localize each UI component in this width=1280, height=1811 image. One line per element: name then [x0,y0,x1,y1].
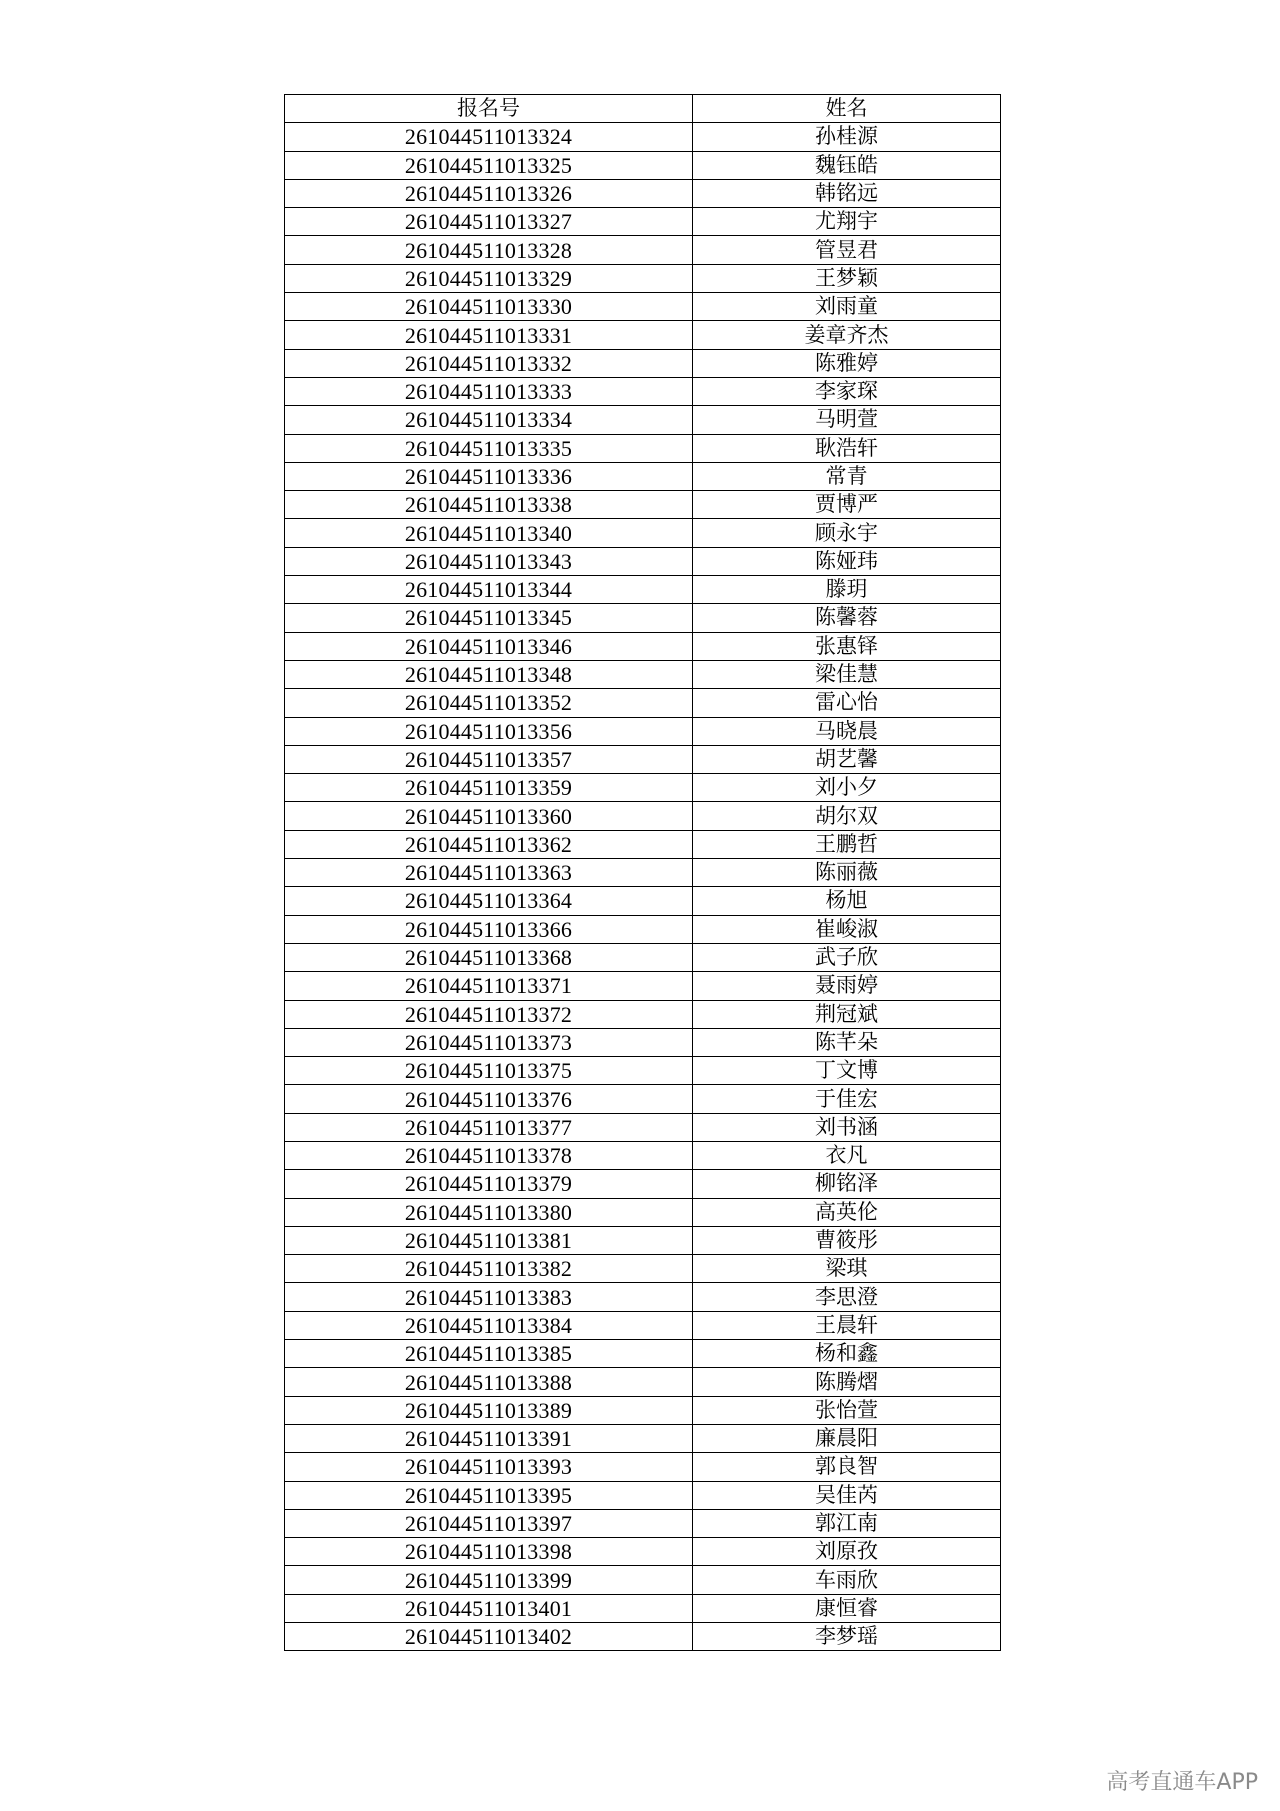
registration-number-cell: 261044511013364 [285,887,693,915]
name-cell: 马明萱 [693,406,1001,434]
name-cell: 孙桂源 [693,123,1001,151]
table-row [285,236,1001,264]
registration-number-cell: 261044511013330 [285,293,693,321]
name-cell: 陈雅婷 [693,349,1001,377]
registration-number-cell: 261044511013362 [285,830,693,858]
table-row [285,774,1001,802]
table-row [285,604,1001,632]
table-body [285,123,1001,1651]
registration-number-cell: 261044511013384 [285,1311,693,1339]
registration-number-cell: 261044511013397 [285,1509,693,1537]
registration-number-cell: 261044511013393 [285,1453,693,1481]
registration-number-cell: 261044511013391 [285,1424,693,1452]
table-row [285,859,1001,887]
table-row [285,1396,1001,1424]
registration-number-cell: 261044511013398 [285,1538,693,1566]
name-cell: 刘书涵 [693,1113,1001,1141]
table-row [285,264,1001,292]
name-cell: 李梦瑶 [693,1623,1001,1651]
registration-number-cell: 261044511013378 [285,1141,693,1169]
registration-number-cell: 261044511013332 [285,349,693,377]
registration-number-cell: 261044511013383 [285,1283,693,1311]
name-cell: 胡尔双 [693,802,1001,830]
name-cell: 高英伦 [693,1198,1001,1226]
table-row [285,972,1001,1000]
registration-number-cell: 261044511013338 [285,491,693,519]
registration-number-cell: 261044511013348 [285,660,693,688]
registration-number-cell: 261044511013366 [285,915,693,943]
table-row [285,576,1001,604]
table-row [285,915,1001,943]
registration-number-cell: 261044511013352 [285,689,693,717]
name-cell: 陈馨蓉 [693,604,1001,632]
roster-table [284,94,1001,1651]
table-row [285,1085,1001,1113]
name-cell: 贾博严 [693,491,1001,519]
table-row [285,547,1001,575]
table-row [285,1623,1001,1651]
name-cell: 丁文博 [693,1057,1001,1085]
registration-number-cell: 261044511013357 [285,745,693,773]
table-row [285,1057,1001,1085]
registration-number-cell: 261044511013333 [285,377,693,405]
name-cell: 陈芊朵 [693,1028,1001,1056]
watermark-text: 高考直通车APP [1106,1770,1258,1795]
name-cell: 梁佳慧 [693,660,1001,688]
table-row [285,632,1001,660]
name-cell: 陈娅玮 [693,547,1001,575]
table-row [285,1481,1001,1509]
name-cell: 廉晨阳 [693,1424,1001,1452]
table-row [285,1028,1001,1056]
name-cell: 荆冠斌 [693,1000,1001,1028]
name-cell: 杨旭 [693,887,1001,915]
name-cell: 郭江南 [693,1509,1001,1537]
name-cell: 柳铭泽 [693,1170,1001,1198]
registration-number-cell: 261044511013327 [285,208,693,236]
name-cell: 滕玥 [693,576,1001,604]
table-row [285,1255,1001,1283]
table-header [285,95,1001,123]
table-row [285,745,1001,773]
table-row [285,434,1001,462]
table-row [285,208,1001,236]
registration-number-cell: 261044511013343 [285,547,693,575]
name-cell: 顾永宇 [693,519,1001,547]
name-cell: 王鹏哲 [693,830,1001,858]
name-cell: 魏钰皓 [693,151,1001,179]
table-row [285,1198,1001,1226]
registration-number-cell: 261044511013344 [285,576,693,604]
name-cell: 康恒睿 [693,1594,1001,1622]
registration-number-cell: 261044511013368 [285,943,693,971]
name-cell: 聂雨婷 [693,972,1001,1000]
name-cell: 郭良智 [693,1453,1001,1481]
registration-number-cell: 261044511013331 [285,321,693,349]
name-cell: 武子欣 [693,943,1001,971]
table-row [285,1594,1001,1622]
registration-number-cell: 261044511013382 [285,1255,693,1283]
registration-number-cell: 261044511013372 [285,1000,693,1028]
registration-number-cell: 261044511013402 [285,1623,693,1651]
name-cell: 吴佳芮 [693,1481,1001,1509]
name-cell: 韩铭远 [693,179,1001,207]
table-row [285,1368,1001,1396]
header-registration-number: 报名号 [285,95,693,123]
name-cell: 王晨轩 [693,1311,1001,1339]
registration-number-cell: 261044511013334 [285,406,693,434]
name-cell: 尤翔宇 [693,208,1001,236]
table-row [285,1566,1001,1594]
registration-number-cell: 261044511013379 [285,1170,693,1198]
table-row [285,1424,1001,1452]
name-cell: 刘小夕 [693,774,1001,802]
name-cell: 崔峻淑 [693,915,1001,943]
name-cell: 胡艺馨 [693,745,1001,773]
table-row [285,1000,1001,1028]
table-row [285,1340,1001,1368]
table-row [285,1141,1001,1169]
table-row [285,830,1001,858]
name-cell: 耿浩轩 [693,434,1001,462]
registration-number-cell: 261044511013371 [285,972,693,1000]
name-cell: 管昱君 [693,236,1001,264]
name-cell: 陈丽薇 [693,859,1001,887]
registration-number-cell: 261044511013363 [285,859,693,887]
name-cell: 于佳宏 [693,1085,1001,1113]
table-row [285,1509,1001,1537]
name-cell: 李思澄 [693,1283,1001,1311]
name-cell: 常青 [693,462,1001,490]
registration-number-cell: 261044511013336 [285,462,693,490]
table-row [285,151,1001,179]
name-cell: 雷心怡 [693,689,1001,717]
name-cell: 陈腾熠 [693,1368,1001,1396]
registration-number-cell: 261044511013376 [285,1085,693,1113]
name-cell: 王梦颖 [693,264,1001,292]
table-row [285,321,1001,349]
table-row [285,887,1001,915]
registration-number-cell: 261044511013389 [285,1396,693,1424]
name-cell: 张惠铎 [693,632,1001,660]
registration-number-cell: 261044511013345 [285,604,693,632]
table-row [285,1283,1001,1311]
name-cell: 衣凡 [693,1141,1001,1169]
table-row [285,1226,1001,1254]
registration-number-cell: 261044511013325 [285,151,693,179]
table-row [285,1538,1001,1566]
table-row [285,1311,1001,1339]
name-cell: 马晓晨 [693,717,1001,745]
registration-number-cell: 261044511013388 [285,1368,693,1396]
registration-number-cell: 261044511013324 [285,123,693,151]
name-cell: 车雨欣 [693,1566,1001,1594]
name-cell: 刘原孜 [693,1538,1001,1566]
name-cell: 张怡萱 [693,1396,1001,1424]
name-cell: 梁琪 [693,1255,1001,1283]
registration-number-cell: 261044511013328 [285,236,693,264]
name-cell: 姜章齐杰 [693,321,1001,349]
name-cell: 曹筱彤 [693,1226,1001,1254]
registration-number-cell: 261044511013401 [285,1594,693,1622]
table-row [285,349,1001,377]
name-cell: 杨和鑫 [693,1340,1001,1368]
table-row [285,1170,1001,1198]
table-row [285,377,1001,405]
registration-number-cell: 261044511013326 [285,179,693,207]
registration-number-cell: 261044511013346 [285,632,693,660]
header-row [285,95,1001,123]
name-cell: 李家琛 [693,377,1001,405]
registration-number-cell: 261044511013381 [285,1226,693,1254]
registration-number-cell: 261044511013340 [285,519,693,547]
registration-number-cell: 261044511013385 [285,1340,693,1368]
table-row [285,689,1001,717]
table-row [285,943,1001,971]
table-row [285,179,1001,207]
registration-number-cell: 261044511013395 [285,1481,693,1509]
header-name: 姓名 [693,95,1001,123]
registration-number-cell: 261044511013360 [285,802,693,830]
table-row [285,717,1001,745]
table-row [285,491,1001,519]
table-row [285,123,1001,151]
table-row [285,660,1001,688]
table-row [285,1453,1001,1481]
registration-number-cell: 261044511013380 [285,1198,693,1226]
table-row [285,462,1001,490]
registration-number-cell: 261044511013335 [285,434,693,462]
registration-number-cell: 261044511013377 [285,1113,693,1141]
table-row [285,802,1001,830]
registration-number-cell: 261044511013399 [285,1566,693,1594]
registration-number-cell: 261044511013356 [285,717,693,745]
name-cell: 刘雨童 [693,293,1001,321]
registration-number-cell: 261044511013375 [285,1057,693,1085]
table-row [285,406,1001,434]
table-row [285,293,1001,321]
registration-number-cell: 261044511013373 [285,1028,693,1056]
table-row [285,519,1001,547]
registration-number-cell: 261044511013359 [285,774,693,802]
table-row [285,1113,1001,1141]
registration-number-cell: 261044511013329 [285,264,693,292]
